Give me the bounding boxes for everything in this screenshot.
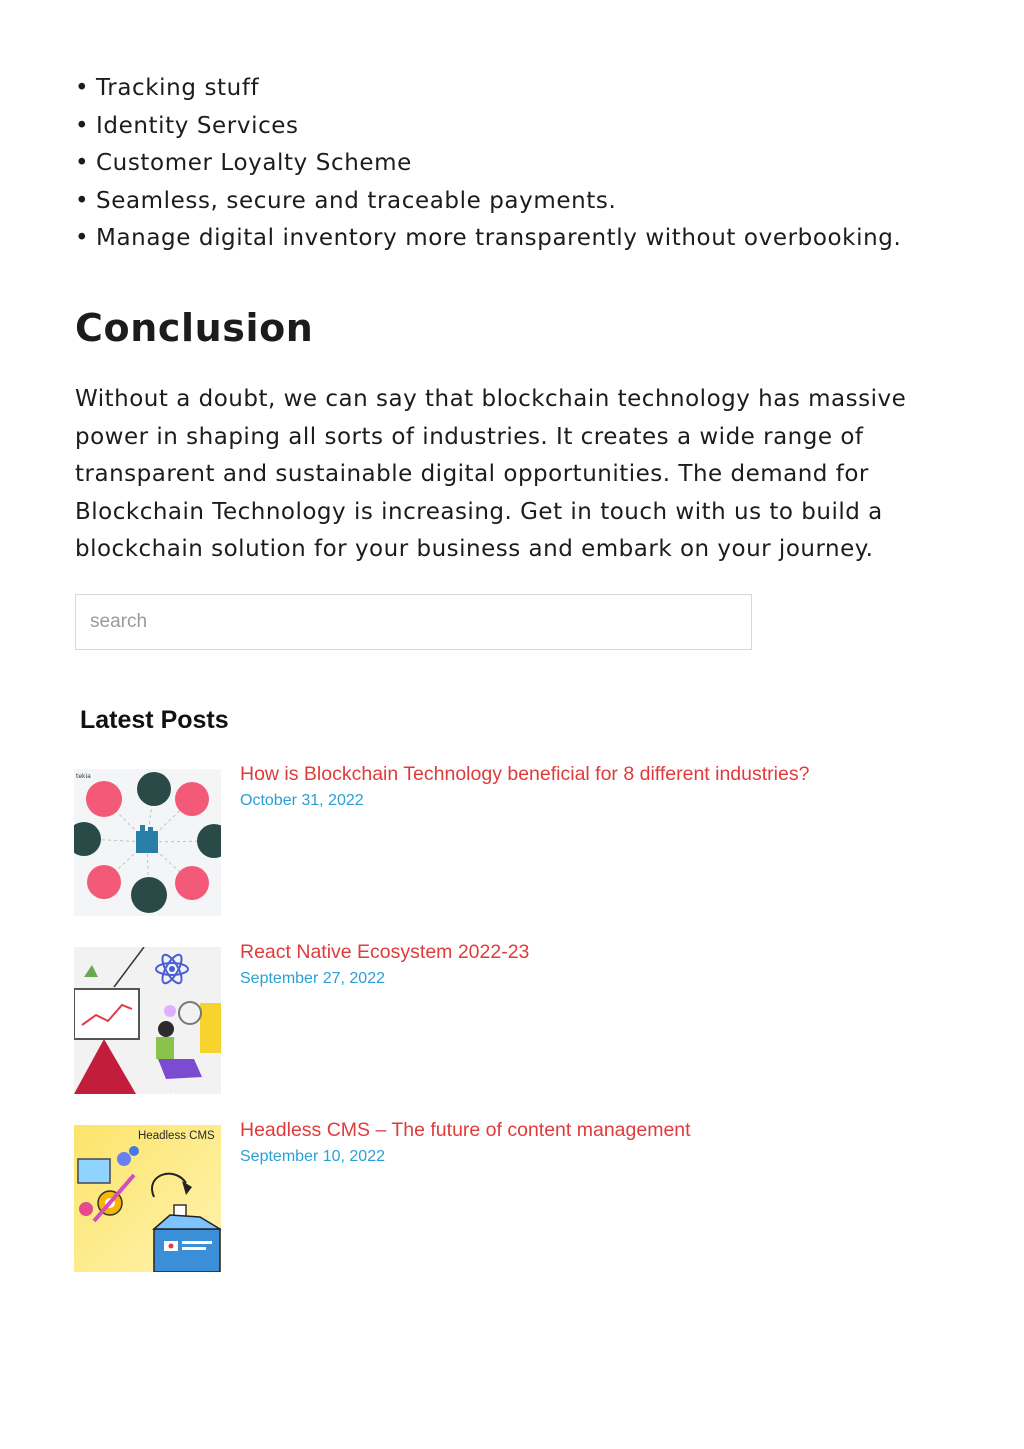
svg-text:.: . [170, 1087, 172, 1092]
conclusion-heading: Conclusion [75, 306, 314, 350]
post-date: October 31, 2022 [240, 792, 364, 809]
post-thumbnail[interactable] [74, 769, 221, 916]
post-title-link[interactable]: Headless CMS – The future of content management [240, 1119, 691, 1141]
post-title-link[interactable]: React Native Ecosystem 2022-23 [240, 941, 530, 963]
blockchain-industries-image [74, 769, 221, 916]
list-item: • Identity Services [75, 108, 901, 146]
post-date: September 27, 2022 [240, 970, 385, 987]
thumb-caption: Headless CMS [138, 1130, 215, 1142]
bullet-icon: • [75, 187, 90, 214]
post-thumbnail[interactable] [74, 947, 221, 1094]
post-item [74, 941, 954, 1095]
post-title-link[interactable]: How is Blockchain Technology beneficial for 8 different industries? [240, 763, 810, 785]
search-box [75, 594, 752, 650]
bullet-icon: • [75, 225, 90, 252]
post-thumbnail[interactable] [74, 1125, 221, 1272]
post-item [74, 763, 954, 917]
list-item: • Tracking stuff [75, 70, 901, 108]
conclusion-paragraph: Without a doubt, we can say that blockchain technology has massive power in shaping all sorts of industries. It creates a wide range of transparent and sustainable digital opportunities. The demand for Blockchain Technology is increasing. Get in touch with us to build a blockchain solution for your business and embark on your journey. [75, 386, 907, 563]
bullet-icon: • [75, 150, 90, 177]
thumb-logo-text: tekia [76, 773, 91, 780]
latest-posts-heading: Latest Posts [80, 706, 229, 734]
post-item [74, 1119, 954, 1273]
react-native-illustration-image [74, 947, 221, 1094]
list-item: • Manage digital inventory more transparently without overbooking. [75, 220, 901, 258]
headless-cms-illustration-image [74, 1125, 221, 1272]
bullet-icon: • [75, 75, 90, 101]
post-date: September 10, 2022 [240, 1148, 385, 1165]
list-item: • Seamless, secure and traceable payments. [75, 183, 901, 221]
search-input[interactable] [76, 595, 744, 649]
bullet-icon: • [75, 112, 90, 139]
feature-list [75, 70, 901, 258]
list-item: • Customer Loyalty Scheme [75, 145, 901, 183]
